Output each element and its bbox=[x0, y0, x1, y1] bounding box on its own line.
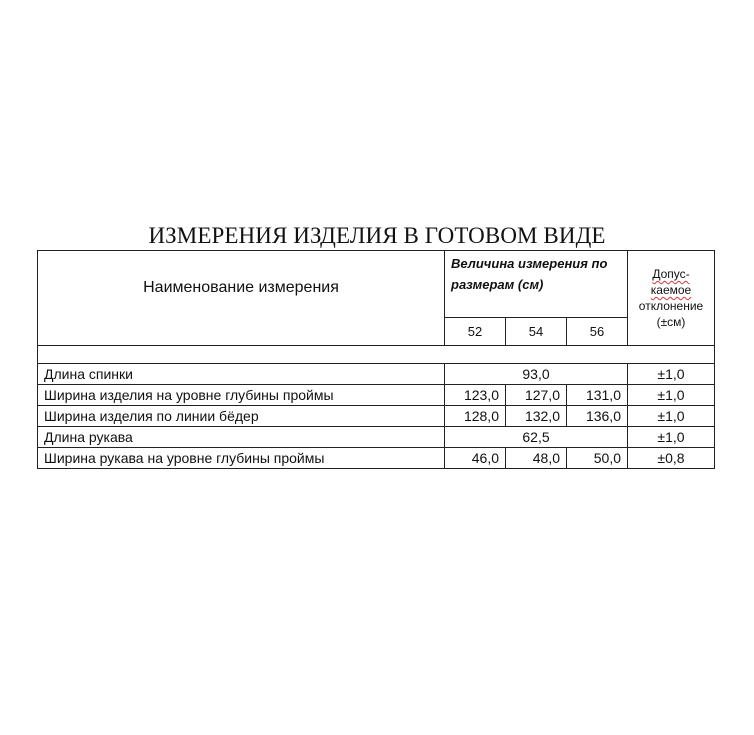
row-value-56: 136,0 bbox=[567, 406, 628, 427]
row-value-52: 128,0 bbox=[445, 406, 506, 427]
table-row bbox=[38, 448, 715, 469]
tolerance-header-line2: каемое bbox=[650, 283, 692, 297]
table-row bbox=[38, 364, 715, 385]
measurement-value-header: Величина измерения по размерам (см) bbox=[445, 251, 628, 318]
row-name: Ширина изделия на уровне глубины проймы bbox=[38, 385, 445, 406]
row-value-52: 46,0 bbox=[445, 448, 506, 469]
tolerance-header-line4: (±см) bbox=[656, 315, 686, 329]
table-row bbox=[38, 427, 715, 448]
row-tolerance: ±1,0 bbox=[628, 406, 715, 427]
row-tolerance: ±1,0 bbox=[628, 427, 715, 448]
table-row bbox=[38, 406, 715, 427]
row-tolerance: ±1,0 bbox=[628, 364, 715, 385]
row-value-56: 50,0 bbox=[567, 448, 628, 469]
page-title: ИЗМЕРЕНИЯ ИЗДЕЛИЯ В ГОТОВОМ ВИДЕ bbox=[148, 223, 606, 248]
table-row bbox=[38, 385, 715, 406]
size-header-54: 54 bbox=[506, 318, 567, 346]
row-value-54: 127,0 bbox=[506, 385, 567, 406]
row-value-56: 131,0 bbox=[567, 385, 628, 406]
spacer-cell bbox=[38, 346, 715, 364]
size-header-52: 52 bbox=[445, 318, 506, 346]
row-name: Ширина изделия по линии бёдер bbox=[38, 406, 445, 427]
row-name: Длина спинки bbox=[38, 364, 445, 385]
tolerance-header bbox=[628, 251, 715, 346]
measurement-name-header: Наименование измерения bbox=[38, 251, 445, 346]
tolerance-header-line3: отклонение bbox=[638, 299, 704, 313]
row-value-54: 132,0 bbox=[506, 406, 567, 427]
spacer-row bbox=[38, 346, 715, 364]
table-header-row bbox=[38, 251, 715, 318]
row-value-52: 123,0 bbox=[445, 385, 506, 406]
row-tolerance: ±0,8 bbox=[628, 448, 715, 469]
row-common-value: 62,5 bbox=[445, 427, 628, 448]
row-name: Ширина рукава на уровне глубины проймы bbox=[38, 448, 445, 469]
size-header-56: 56 bbox=[567, 318, 628, 346]
row-tolerance: ±1,0 bbox=[628, 385, 715, 406]
row-common-value: 93,0 bbox=[445, 364, 628, 385]
row-name: Длина рукава bbox=[38, 427, 445, 448]
tolerance-header-line1: Допус- bbox=[652, 267, 690, 281]
row-value-54: 48,0 bbox=[506, 448, 567, 469]
measurements-table bbox=[37, 250, 715, 469]
